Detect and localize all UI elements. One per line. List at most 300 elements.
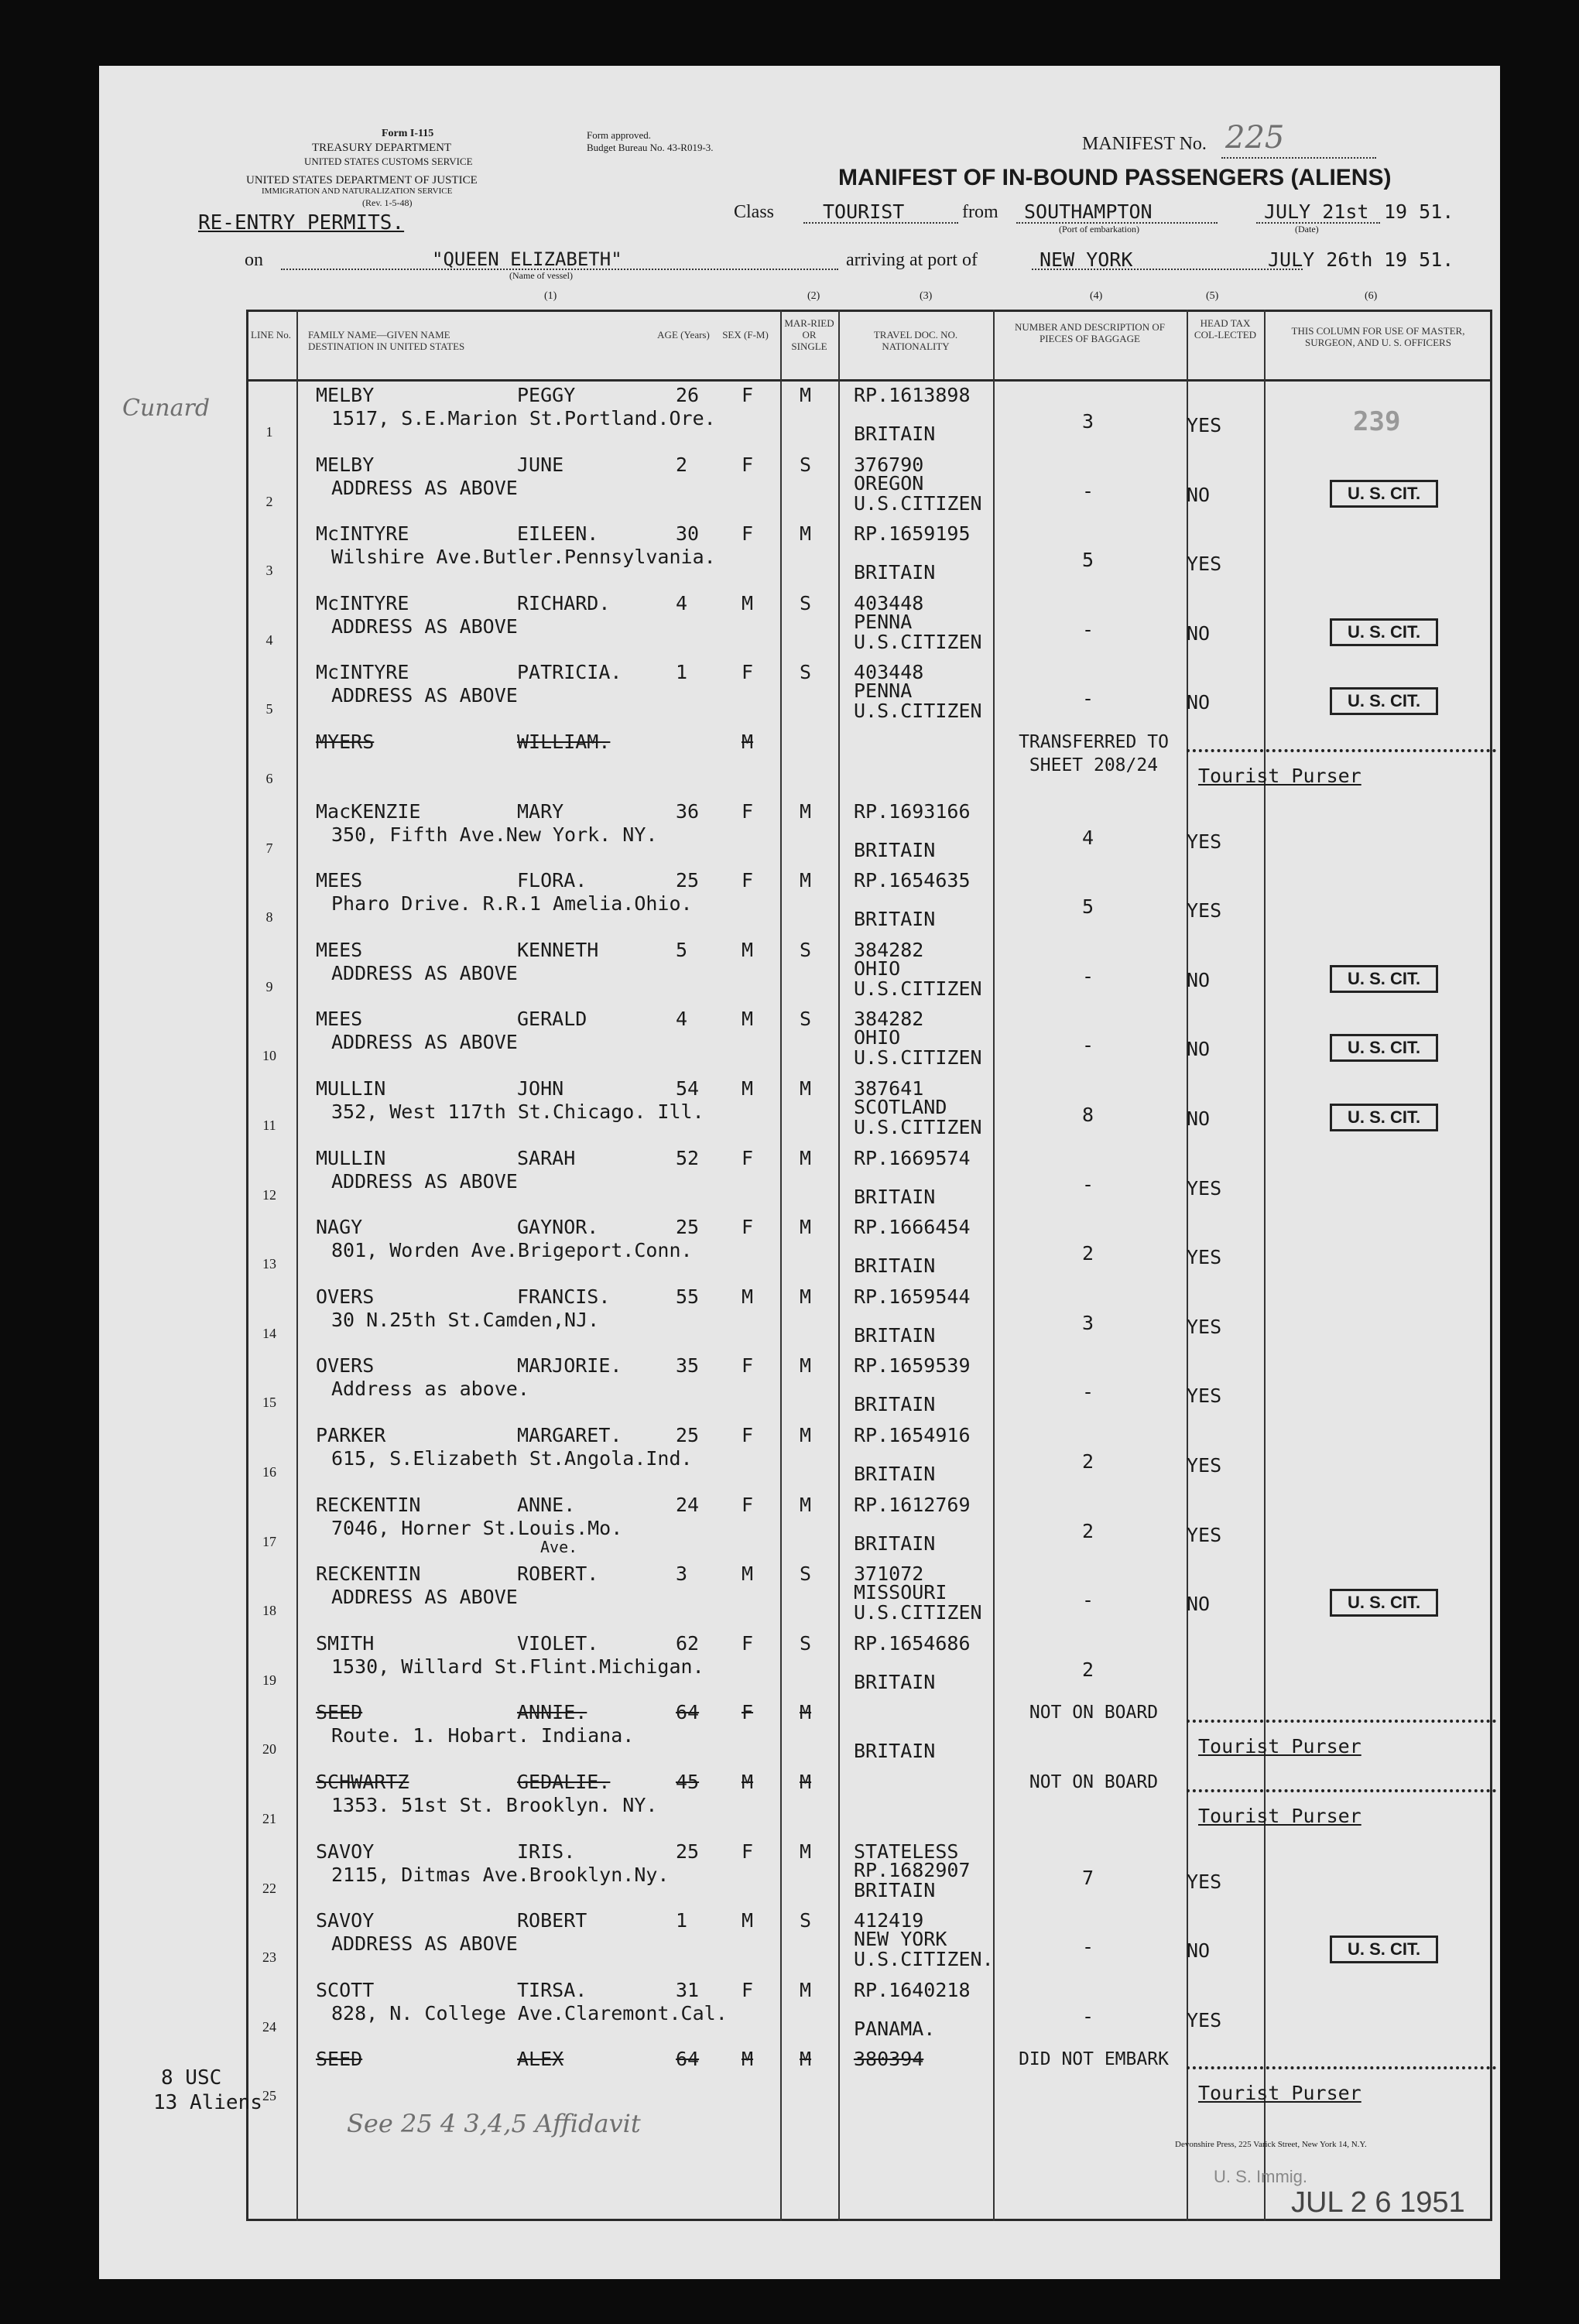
marital-status: S — [800, 591, 812, 614]
line-number: 7 — [265, 840, 273, 856]
baggage: 3 — [1082, 1311, 1094, 1334]
revision: (Rev. 1-5-48) — [362, 197, 413, 208]
bottom-handwriting: See 25 4 3,4,5 Affidavit — [347, 2109, 641, 2138]
age: 25 — [676, 1840, 700, 1863]
table-row — [99, 1905, 1500, 1974]
destination: Route. 1. Hobart. Indiana. — [331, 1724, 635, 1747]
age: 1 — [676, 661, 688, 684]
given-name: WILLIAM. — [517, 731, 611, 753]
budget-bureau: Budget Bureau No. 43-R019-3. — [587, 142, 714, 153]
manifest-title: MANIFEST OF IN-BOUND PASSENGERS (ALIENS) — [838, 165, 1392, 190]
age: 64 — [676, 2048, 700, 2071]
marital-status: S — [800, 453, 812, 476]
baggage: 5 — [1082, 549, 1094, 572]
nationality: U.S.CITIZEN — [854, 491, 982, 515]
travel-doc: RP.1613898 — [854, 384, 971, 406]
marital-status: M — [800, 869, 812, 892]
marital-status: S — [800, 1008, 812, 1031]
head-tax: NO — [1187, 1038, 1211, 1061]
table-row — [99, 1974, 1500, 2044]
family-name: MELBY — [316, 453, 375, 476]
nationality: BRITAIN — [854, 908, 936, 931]
header-age: AGE (Years) — [657, 329, 710, 341]
family-name: MacKENZIE — [316, 799, 421, 823]
given-name: MARY — [517, 799, 564, 823]
col-num-5: (5) — [1206, 290, 1219, 302]
us-citizen-stamp: U. S. CIT. — [1330, 1104, 1438, 1131]
age: 2 — [676, 453, 688, 476]
us-citizen-stamp: U. S. CIT. — [1330, 1034, 1438, 1062]
given-name: PATRICIA. — [517, 661, 622, 684]
age: 62 — [676, 1631, 700, 1655]
marital-status: M — [800, 1978, 812, 2001]
nationality: BRITAIN — [854, 838, 936, 861]
family-name: MULLIN — [316, 1146, 386, 1169]
travel-doc: RP.1612769 — [854, 1493, 971, 1516]
sex: M — [742, 591, 754, 614]
from-sub: (Port of embarkation) — [1059, 224, 1139, 234]
manifest-number: 225 — [1225, 120, 1285, 156]
nationality: U.S.CITIZEN — [854, 1046, 982, 1070]
marital-status: M — [800, 1840, 812, 1863]
line-number: 13 — [262, 1256, 276, 1272]
travel-doc: 387641 — [854, 1077, 924, 1100]
table-row — [99, 518, 1500, 587]
sex: M — [742, 2048, 754, 2071]
family-name: MYERS — [316, 731, 375, 753]
destination: 828, N. College Ave.Claremont.Cal. — [331, 2001, 728, 2025]
head-tax: YES — [1187, 830, 1222, 853]
sex: M — [742, 1285, 754, 1308]
table-row — [99, 1419, 1500, 1489]
sex: F — [742, 1493, 754, 1516]
given-name: GAYNOR. — [517, 1216, 599, 1239]
given-name: TIRSA. — [517, 1978, 587, 2001]
destination: ADDRESS AS ABOVE — [331, 1586, 518, 1609]
destination: 30 N.25th St.Camden,NJ. — [331, 1308, 600, 1331]
age: 3 — [676, 1562, 688, 1586]
travel-doc: 403448 — [854, 661, 924, 684]
sex: F — [742, 869, 754, 892]
baggage: - — [1082, 618, 1094, 641]
travel-doc: RP.1654635 — [854, 869, 971, 892]
line-number: 23 — [262, 1949, 276, 1966]
travel-doc: 371072 — [854, 1562, 924, 1586]
travel-doc: RP.1654686 — [854, 1631, 971, 1655]
marital-status: M — [800, 1216, 812, 1239]
destination: Wilshire Ave.Butler.Pennsylvania. — [331, 546, 716, 569]
nationality: U.S.CITIZEN — [854, 700, 982, 723]
line-number: 2 — [265, 493, 273, 509]
baggage: 2 — [1082, 1519, 1094, 1542]
marital-status: M — [800, 1424, 812, 1446]
destination: 2115, Ditmas Ave.Brooklyn.Ny. — [331, 1863, 670, 1886]
sex: F — [742, 1631, 754, 1655]
sex: M — [742, 1077, 754, 1100]
cancel-line — [1187, 1720, 1496, 1723]
nationality: BRITAIN — [854, 1393, 936, 1416]
destination: 615, S.Elizabeth St.Angola.Ind. — [331, 1447, 693, 1470]
travel-doc: RP.1666454 — [854, 1216, 971, 1239]
head-tax: NO — [1187, 1593, 1211, 1616]
col-num-6: (6) — [1365, 290, 1378, 302]
destination: ADDRESS AS ABOVE — [331, 614, 518, 638]
marital-status: M — [800, 1701, 812, 1724]
head-tax: YES — [1187, 553, 1222, 576]
destination: ADDRESS AS ABOVE — [331, 961, 518, 984]
travel-doc: 384282 — [854, 1008, 924, 1031]
travel-doc: STATELESS — [854, 1840, 959, 1863]
travel-doc: RP.1669574 — [854, 1146, 971, 1169]
on-label: on — [245, 250, 263, 270]
family-name: SEED — [316, 2048, 363, 2071]
destination: Pharo Drive. R.R.1 Amelia.Ohio. — [331, 892, 693, 916]
given-name: ALEX — [517, 2048, 564, 2071]
line-number: 25 — [262, 2088, 276, 2104]
line-number: 12 — [262, 1186, 276, 1203]
age: 30 — [676, 522, 700, 546]
nationality: BRITAIN — [854, 1740, 936, 1763]
table-row — [99, 796, 1500, 865]
travel-doc: RP.1640218 — [854, 1978, 971, 2001]
head-tax: YES — [1187, 1454, 1222, 1477]
footer-press: Devonshire Press, 225 Varick Street, New York 14, N.Y. — [1175, 2140, 1367, 2149]
given-name: ROBERT — [517, 1909, 587, 1932]
col-num-3: (3) — [920, 290, 933, 302]
family-name: SCHWARTZ — [316, 1771, 409, 1793]
date-2: JULY 26th — [1268, 248, 1373, 271]
destination-extra: Ave. — [540, 1537, 578, 1556]
family-name: SAVOY — [316, 1840, 375, 1863]
given-name: GEDALIE. — [517, 1771, 611, 1793]
family-name: MEES — [316, 938, 363, 961]
table-row — [99, 1350, 1500, 1419]
us-citizen-stamp: U. S. CIT. — [1330, 965, 1438, 993]
marital-status: S — [800, 938, 812, 961]
class-value: TOURIST — [823, 200, 905, 223]
nationality: BRITAIN — [854, 1323, 936, 1347]
sex: F — [742, 1424, 754, 1446]
manifest-rule — [1221, 157, 1376, 159]
baggage: NOT ON BOARD — [1029, 1772, 1159, 1792]
line-number: 17 — [262, 1533, 276, 1549]
given-name: KENNETH — [517, 938, 599, 961]
destination: 801, Worden Ave.Brigeport.Conn. — [331, 1239, 693, 1262]
table-row — [99, 1003, 1500, 1073]
line-number: 10 — [262, 1048, 276, 1064]
marital-status: M — [800, 799, 812, 823]
header-line-no: LINE No. — [251, 329, 291, 341]
nationality: BRITAIN — [854, 561, 936, 584]
destination: Address as above. — [331, 1378, 529, 1401]
table-row — [99, 1281, 1500, 1350]
baggage: - — [1082, 2004, 1094, 2028]
travel-doc-extra: MISSOURI — [854, 1581, 947, 1604]
purser-note: Tourist Purser — [1198, 1805, 1362, 1827]
travel-doc: 384282 — [854, 938, 924, 961]
age: 35 — [676, 1354, 700, 1378]
sex: M — [742, 1008, 754, 1031]
sex: F — [742, 384, 754, 406]
nationality: BRITAIN — [854, 1185, 936, 1208]
family-name: McINTYRE — [316, 661, 409, 684]
arriving-label: arriving at port of — [846, 250, 978, 270]
date-1-year: 19 51. — [1384, 200, 1454, 223]
travel-doc: RP.1659544 — [854, 1285, 971, 1308]
table-row — [99, 1627, 1500, 1697]
destination: 350, Fifth Ave.New York. NY. — [331, 823, 658, 846]
travel-doc-extra: NEW YORK — [854, 1928, 947, 1951]
travel-doc: 376790 — [854, 453, 924, 476]
travel-doc-extra: PENNA — [854, 610, 913, 633]
cancel-line — [1187, 1789, 1496, 1792]
side-total-usc: 8 USC — [161, 2066, 222, 2090]
sex: F — [742, 1146, 754, 1169]
table-row — [99, 1558, 1500, 1627]
age: 25 — [676, 1424, 700, 1446]
travel-doc-extra: OREGON — [854, 471, 924, 495]
travel-doc: RP.1659539 — [854, 1354, 971, 1378]
travel-doc-extra: SCOTLAND — [854, 1096, 947, 1118]
immigration-service: IMMIGRATION AND NATURALIZATION SERVICE — [262, 187, 453, 196]
baggage: - — [1082, 1034, 1094, 1057]
port-rule — [1032, 269, 1303, 270]
customs-service: UNITED STATES CUSTOMS SERVICE — [304, 156, 473, 167]
side-total-aliens: 13 Aliens — [153, 2091, 262, 2114]
family-name: MELBY — [316, 384, 375, 406]
us-citizen-stamp: U. S. CIT. — [1330, 687, 1438, 715]
destination: 1530, Willard St.Flint.Michigan. — [331, 1655, 704, 1678]
family-name: MEES — [316, 1008, 363, 1031]
age: 4 — [676, 1008, 688, 1031]
given-name: ANNE. — [517, 1493, 576, 1516]
head-tax: NO — [1187, 1107, 1211, 1130]
given-name: ANNIE. — [517, 1701, 587, 1724]
purser-note: Tourist Purser — [1198, 2082, 1362, 2105]
head-tax: YES — [1187, 899, 1222, 922]
sex: M — [742, 731, 754, 753]
marital-status: M — [800, 1771, 812, 1793]
left-margin-note: Cunard — [122, 395, 211, 422]
line-number: 1 — [265, 424, 273, 440]
marital-status: M — [800, 1285, 812, 1308]
destination: 352, West 117th St.Chicago. Ill. — [331, 1100, 704, 1123]
nationality: U.S.CITIZEN — [854, 630, 982, 653]
line-number: 14 — [262, 1325, 276, 1341]
marital-status: M — [800, 522, 812, 546]
family-name: OVERS — [316, 1285, 375, 1308]
from-label: from — [962, 202, 998, 222]
sex: F — [742, 522, 754, 546]
given-name: MARGARET. — [517, 1424, 622, 1446]
given-name: PEGGY — [517, 384, 576, 406]
age: 36 — [676, 799, 700, 823]
baggage: TRANSFERRED TO SHEET 208/24 — [1019, 732, 1169, 775]
family-name: McINTYRE — [316, 522, 409, 546]
sex: F — [742, 1354, 754, 1378]
line-number: 22 — [262, 1880, 276, 1896]
sex: F — [742, 453, 754, 476]
marital-status: S — [800, 1631, 812, 1655]
purser-note: Tourist Purser — [1198, 1735, 1362, 1758]
age: 25 — [676, 869, 700, 892]
family-name: SCOTT — [316, 1978, 375, 2001]
age: 1 — [676, 1909, 688, 1932]
form-number: Form I-115 — [382, 128, 434, 139]
us-citizen-stamp: U. S. CIT. — [1330, 1936, 1438, 1963]
treasury-dept: TREASURY DEPARTMENT — [312, 142, 452, 154]
sex: F — [742, 1978, 754, 2001]
table-row — [99, 449, 1500, 519]
family-name: MULLIN — [316, 1077, 386, 1100]
marital-status: S — [800, 1562, 812, 1586]
nationality: BRITAIN — [854, 1254, 936, 1278]
travel-doc-extra: OHIO — [854, 957, 901, 980]
line-number: 19 — [262, 1672, 276, 1688]
col-num-2: (2) — [807, 290, 820, 302]
age: 52 — [676, 1146, 700, 1169]
line-number: 6 — [265, 771, 273, 786]
travel-doc: 403448 — [854, 591, 924, 614]
destination: 1517, S.E.Marion St.Portland.Ore. — [331, 407, 716, 430]
sex: F — [742, 661, 754, 684]
sex: F — [742, 799, 754, 823]
cancel-line — [1187, 2066, 1496, 2069]
given-name: MARJORIE. — [517, 1354, 622, 1378]
baggage: - — [1082, 1936, 1094, 1959]
family-name: McINTYRE — [316, 591, 409, 614]
justice-dept: UNITED STATES DEPARTMENT OF JUSTICE — [246, 174, 478, 187]
official-code: 239 — [1353, 406, 1401, 437]
age: 5 — [676, 938, 688, 961]
family-name: RECKENTIN — [316, 1493, 421, 1516]
baggage: 2 — [1082, 1242, 1094, 1265]
head-tax: NO — [1187, 691, 1211, 714]
destination: ADDRESS AS ABOVE — [331, 1932, 518, 1956]
head-tax: YES — [1187, 1523, 1222, 1546]
family-name: PARKER — [316, 1424, 386, 1446]
col-num-1: (1) — [544, 290, 557, 302]
baggage: 7 — [1082, 1866, 1094, 1889]
destination: ADDRESS AS ABOVE — [331, 684, 518, 707]
given-name: JUNE — [517, 453, 564, 476]
given-name: EILEEN. — [517, 522, 599, 546]
nationality: U.S.CITIZEN — [854, 1116, 982, 1138]
age: 54 — [676, 1077, 700, 1100]
from-value: SOUTHAMPTON — [1024, 200, 1153, 223]
table-row — [99, 656, 1500, 726]
us-citizen-stamp: U. S. CIT. — [1330, 618, 1438, 646]
nationality: BRITAIN — [854, 1670, 936, 1693]
port-name: NEW YORK — [1040, 248, 1133, 271]
given-name: JOHN — [517, 1077, 564, 1100]
destination: ADDRESS AS ABOVE — [331, 1031, 518, 1054]
age: 55 — [676, 1285, 700, 1308]
manifest-label: MANIFEST No. — [1082, 134, 1207, 154]
marital-status: M — [800, 1493, 812, 1516]
baggage: NOT ON BOARD — [1029, 1703, 1159, 1723]
head-tax: YES — [1187, 1246, 1222, 1269]
age: 4 — [676, 591, 688, 614]
line-number: 18 — [262, 1603, 276, 1619]
table-row — [99, 379, 1500, 449]
baggage: - — [1082, 964, 1094, 987]
nationality: BRITAIN — [854, 1878, 936, 1901]
age: 45 — [676, 1771, 700, 1793]
table-row — [99, 864, 1500, 934]
family-name: RECKENTIN — [316, 1562, 421, 1586]
sex: F — [742, 1216, 754, 1239]
table-row — [99, 1766, 1500, 1836]
sex: F — [742, 1701, 754, 1724]
reentry-permits: RE-ENTRY PERMITS. — [198, 211, 405, 234]
header-married: MAR-RIED OR SINGLE — [784, 317, 834, 352]
family-name: MEES — [316, 869, 363, 892]
given-name: GERALD — [517, 1008, 587, 1031]
line-number: 5 — [265, 701, 273, 717]
sex: F — [742, 1840, 754, 1863]
nationality: U.S.CITIZEN — [854, 1601, 982, 1624]
table-row — [99, 1489, 1500, 1559]
given-name: RICHARD. — [517, 591, 611, 614]
table-row — [99, 1696, 1500, 1766]
given-name: FRANCIS. — [517, 1285, 611, 1308]
marital-status: M — [800, 1146, 812, 1169]
table-row — [99, 1836, 1500, 1905]
date-2-year: 19 51. — [1384, 248, 1454, 271]
sex: M — [742, 1909, 754, 1932]
header-baggage: NUMBER AND DESCRIPTION OF PIECES OF BAGGAGE — [1015, 321, 1165, 344]
header-officers: THIS COLUMN FOR USE OF MASTER, SURGEON, AND U. S. OFFICERS — [1291, 325, 1465, 348]
nationality: U.S.CITIZEN. — [854, 1948, 994, 1971]
baggage: 2 — [1082, 1450, 1094, 1473]
head-tax: NO — [1187, 968, 1211, 991]
line-number: 20 — [262, 1741, 276, 1758]
head-tax: YES — [1187, 1384, 1222, 1408]
table-row — [99, 2043, 1500, 2113]
table-row — [99, 1142, 1500, 1212]
age: 25 — [676, 1216, 700, 1239]
sex: M — [742, 938, 754, 961]
sex: M — [742, 1771, 754, 1793]
line-number: 11 — [262, 1118, 276, 1133]
given-name: VIOLET. — [517, 1631, 599, 1655]
travel-doc: RP.1659195 — [854, 522, 971, 546]
age: 31 — [676, 1978, 700, 2001]
travel-doc-extra: RP.1682907 — [854, 1858, 971, 1881]
immigration-stamp: U. S. Immig. — [1214, 2167, 1308, 2186]
travel-doc-extra: PENNA — [854, 679, 913, 703]
cancel-line — [1187, 749, 1496, 752]
family-name: NAGY — [316, 1216, 363, 1239]
baggage: - — [1082, 1381, 1094, 1404]
table-row — [99, 726, 1500, 796]
head-tax: NO — [1187, 1939, 1211, 1963]
marital-status: M — [800, 1077, 812, 1100]
head-tax: NO — [1187, 621, 1211, 645]
baggage: DID NOT EMBARK — [1019, 2049, 1169, 2070]
age: 24 — [676, 1493, 700, 1516]
nationality: PANAMA. — [854, 2017, 936, 2040]
marital-status: S — [800, 661, 812, 684]
baggage: 5 — [1082, 895, 1094, 919]
table-row — [99, 934, 1500, 1004]
head-tax: YES — [1187, 1315, 1222, 1338]
baggage: 4 — [1082, 826, 1094, 849]
line-number: 15 — [262, 1395, 276, 1411]
head-tax: YES — [1187, 1870, 1222, 1893]
baggage: - — [1082, 687, 1094, 710]
